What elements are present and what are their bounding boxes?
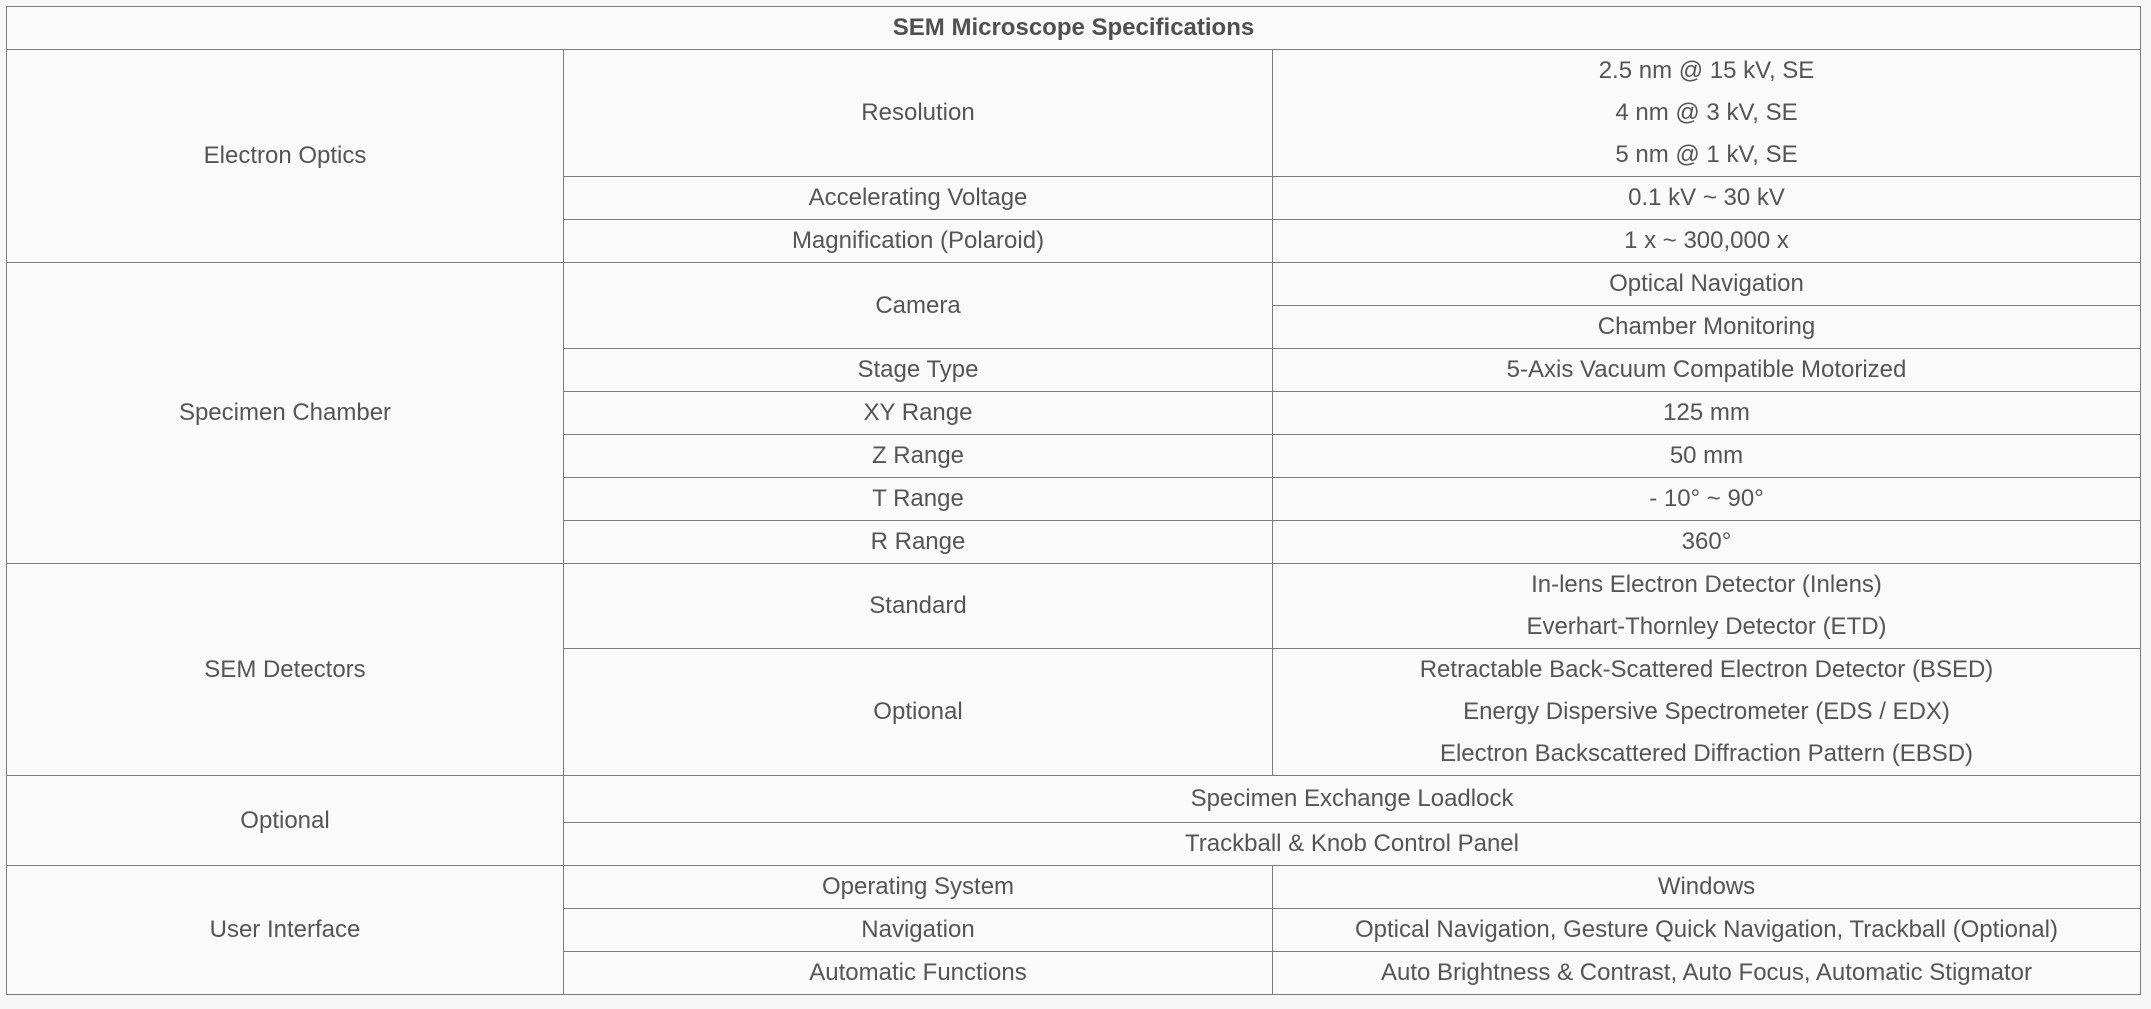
section-specimen-chamber: Specimen Chamber — [7, 263, 564, 564]
table-header-row — [7, 7, 2141, 50]
spec-value-optional: Trackball & Knob Control Panel — [564, 823, 2141, 866]
optional-detector: Retractable Back-Scattered Electron Detector (BSED) — [1419, 656, 1994, 683]
spec-value-camera: Chamber Monitoring — [1273, 306, 2141, 349]
spec-label-accelerating-voltage: Accelerating Voltage — [564, 177, 1273, 220]
spec-label-standard: Standard — [564, 564, 1273, 649]
spec-label-navigation: Navigation — [564, 909, 1273, 952]
table-row — [7, 866, 2141, 909]
table-row — [7, 564, 2141, 649]
standard-detector: In-lens Electron Detector (Inlens) — [1531, 571, 1882, 598]
table-row — [7, 50, 2141, 177]
spec-value-t-range: - 10° ~ 90° — [1273, 478, 2141, 521]
table-title: SEM Microscope Specifications — [7, 7, 2141, 50]
spec-table — [6, 6, 2141, 995]
spec-value-automatic-functions: Auto Brightness & Contrast, Auto Focus, Automatic Stigmator — [1273, 952, 2141, 995]
spec-value-magnification: 1 x ~ 300,000 x — [1273, 220, 2141, 263]
standard-detector: Everhart-Thornley Detector (ETD) — [1526, 613, 1887, 640]
spec-value-stage-type: 5-Axis Vacuum Compatible Motorized — [1273, 349, 2141, 392]
spec-label-resolution: Resolution — [564, 50, 1273, 177]
spec-label-stage-type: Stage Type — [564, 349, 1273, 392]
section-optional: Optional — [7, 776, 564, 866]
optional-detector: Electron Backscattered Diffraction Pattern (EBSD) — [1439, 740, 1974, 767]
spec-value-z-range: 50 mm — [1273, 435, 2141, 478]
spec-value-accelerating-voltage: 0.1 kV ~ 30 kV — [1273, 177, 2141, 220]
spec-label-optional-detectors: Optional — [564, 649, 1273, 776]
spec-value-navigation: Optical Navigation, Gesture Quick Navigation, Trackball (Optional) — [1273, 909, 2141, 952]
section-electron-optics: Electron Optics — [7, 50, 564, 263]
spec-value-resolution — [1273, 50, 2141, 177]
spec-table-container — [6, 6, 2140, 995]
resolution-value: 4 nm @ 3 kV, SE — [1615, 99, 1798, 126]
spec-label-automatic-functions: Automatic Functions — [564, 952, 1273, 995]
table-row — [7, 263, 2141, 306]
table-row — [7, 776, 2141, 823]
section-sem-detectors: SEM Detectors — [7, 564, 564, 776]
spec-value-camera: Optical Navigation — [1273, 263, 2141, 306]
spec-value-operating-system: Windows — [1273, 866, 2141, 909]
spec-label-operating-system: Operating System — [564, 866, 1273, 909]
spec-value-optional-detectors — [1273, 649, 2141, 776]
spec-label-z-range: Z Range — [564, 435, 1273, 478]
spec-value-optional: Specimen Exchange Loadlock — [564, 776, 2141, 823]
resolution-value: 5 nm @ 1 kV, SE — [1615, 141, 1798, 168]
spec-value-standard — [1273, 564, 2141, 649]
spec-label-camera: Camera — [564, 263, 1273, 349]
spec-value-r-range: 360° — [1273, 521, 2141, 564]
section-user-interface: User Interface — [7, 866, 564, 995]
resolution-value: 2.5 nm @ 15 kV, SE — [1598, 57, 1815, 84]
spec-value-xy-range: 125 mm — [1273, 392, 2141, 435]
optional-detector: Energy Dispersive Spectrometer (EDS / EDX) — [1463, 698, 1950, 725]
spec-label-magnification: Magnification (Polaroid) — [564, 220, 1273, 263]
spec-label-xy-range: XY Range — [564, 392, 1273, 435]
spec-label-t-range: T Range — [564, 478, 1273, 521]
spec-label-r-range: R Range — [564, 521, 1273, 564]
